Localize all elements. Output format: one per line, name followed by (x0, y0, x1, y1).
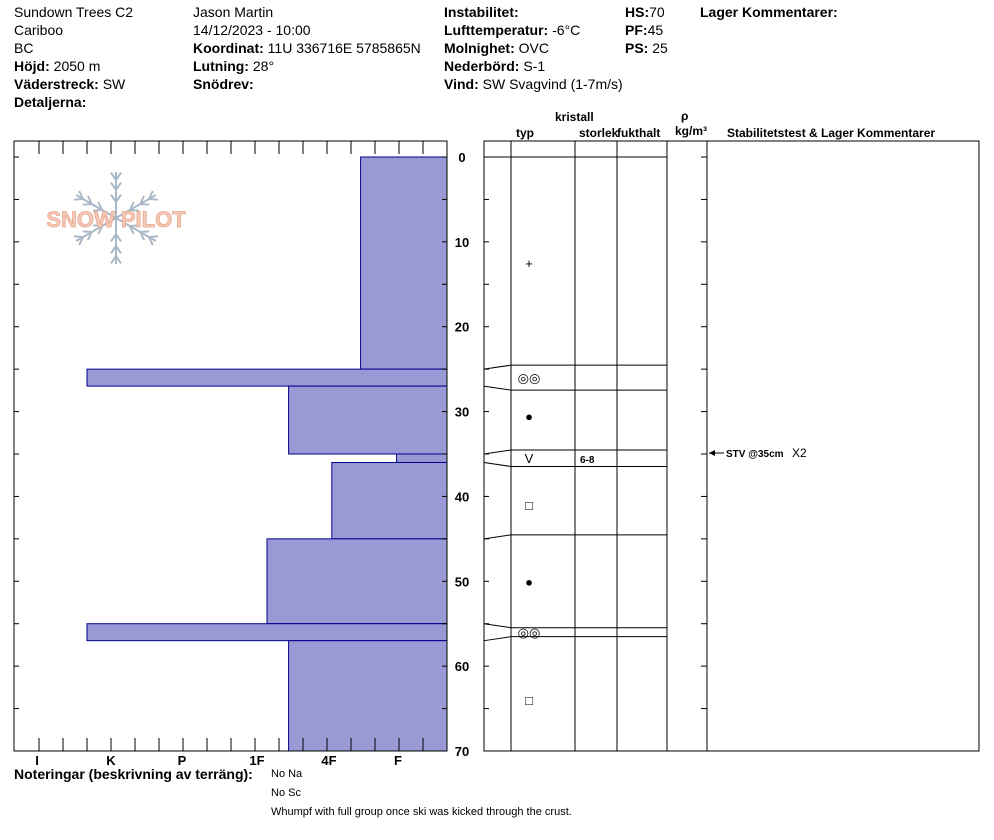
crystal-type-symbol: □ (525, 497, 533, 513)
flake-branch (149, 199, 158, 200)
depth-tick-label: 40 (454, 489, 470, 505)
coordinate-value: 11U 336716E 5785865N (267, 40, 421, 56)
moisture-header: fukthalt (617, 126, 661, 140)
flake-branch (74, 236, 83, 237)
airtemp-value: -6°C (552, 22, 581, 38)
cloud-label: Molnighet: (444, 40, 515, 56)
note-line-1: No Na (271, 768, 303, 780)
location-name: Sundown Trees C2 (14, 4, 134, 20)
hardness-tick-label: 4F (321, 753, 337, 768)
hs-label: HS: (625, 4, 650, 20)
flake-branch (83, 204, 92, 205)
stability-test-result: X2 (792, 446, 807, 460)
elevation-value: 2050 m (53, 58, 101, 74)
note-line-2: No Sc (271, 787, 301, 799)
elevation-label: Höjd: (14, 58, 50, 74)
boundary-connector (484, 365, 511, 369)
slope-value: 28° (252, 58, 275, 74)
hs-value: 70 (649, 4, 665, 20)
boundary-connector (484, 637, 511, 641)
wind-label: Vind: (444, 76, 479, 92)
slope-label: Lutning: (193, 58, 249, 74)
flake-branch (149, 236, 158, 237)
depth-tick-label: 50 (454, 574, 470, 590)
table-frame (484, 141, 979, 751)
size-header: storlek (579, 126, 619, 140)
airtemp-label: Lufttemperatur: (444, 22, 549, 38)
flake-branch (140, 204, 149, 205)
snow-pilot-logo (46, 172, 186, 264)
precip-value: S-1 (523, 58, 546, 74)
notes-label: Noteringar (beskrivning av terräng): (14, 766, 253, 782)
boundary-connector (484, 624, 511, 628)
pf-value: 45 (647, 22, 664, 38)
pf-label: PF: (625, 22, 648, 38)
crystal-header: kristall (555, 110, 594, 124)
instability-label: Instabilitet: (444, 4, 519, 20)
wind-value: SW Svagvind (1-7m/s) (482, 76, 623, 92)
depth-tick-label: 10 (454, 234, 470, 250)
hardness-bar (332, 462, 447, 538)
hardness-bar (267, 539, 447, 624)
details-label: Detaljerna: (14, 94, 87, 110)
density-unit-header: kg/m³ (675, 124, 708, 138)
crystal-type-symbol: + (525, 256, 533, 272)
crystal-type-symbol: V (524, 451, 534, 467)
hardness-tick-label: K (106, 753, 116, 768)
crystal-type-symbol: ● (525, 574, 533, 590)
aspect-label: Väderstreck: (14, 76, 99, 92)
flake-branch (74, 199, 83, 200)
type-header: typ (516, 126, 534, 140)
region: BC (14, 40, 34, 56)
depth-tick-label: 70 (454, 744, 470, 759)
hardness-tick-label: I (35, 753, 39, 768)
ps-label: PS: (625, 40, 649, 56)
observation-datetime: 14/12/2023 - 10:00 (193, 22, 311, 38)
coordinate-label: Koordinat: (193, 40, 264, 56)
hardness-bar (87, 624, 447, 641)
cloud-value: OVC (518, 40, 549, 56)
crystal-type-symbol: ◎◎ (517, 625, 541, 641)
layer-table (484, 141, 979, 751)
crystal-size-label: 6-8 (580, 455, 595, 467)
depth-tick-label: 0 (458, 150, 466, 165)
boundary-connector (484, 450, 511, 454)
hardness-plot (14, 141, 469, 768)
hardness-tick-label: P (177, 753, 187, 768)
hardness-bar (361, 157, 447, 369)
drift-label: Snödrev: (193, 76, 254, 92)
hardness-bar (87, 369, 447, 386)
mountain-range: Cariboo (14, 22, 64, 38)
depth-tick-label: 30 (454, 404, 470, 420)
boundary-connector (484, 386, 511, 390)
boundary-connector (484, 535, 511, 539)
depth-tick-label: 60 (454, 659, 470, 675)
observer-name: Jason Martin (193, 4, 274, 20)
depth-tick-label: 20 (454, 319, 470, 335)
hardness-tick-label: 1F (249, 753, 265, 768)
logo-text: SNOW PILOT (46, 207, 186, 232)
crystal-type-symbol: ● (525, 408, 533, 424)
boundary-connector (484, 462, 511, 466)
ps-value: 25 (652, 40, 668, 56)
hardness-tick-label: F (394, 753, 402, 768)
note-line-3: Whumpf with full group once ski was kicked through the crust. (271, 806, 572, 818)
hardness-bar (289, 386, 447, 454)
hardness-bar (289, 641, 447, 751)
precip-label: Nederbörd: (444, 58, 520, 74)
layer-comments-label: Lager Kommentarer: (700, 4, 838, 20)
test-arrow-head (709, 450, 715, 456)
aspect-value: SW (102, 76, 126, 92)
stability-test-label: STV @35cm (726, 449, 784, 460)
stability-header: Stabilitetstest & Lager Kommentarer (727, 126, 936, 140)
crystal-type-symbol: □ (525, 693, 533, 709)
crystal-type-symbol: ◎◎ (517, 370, 541, 386)
hardness-bar (397, 454, 447, 462)
density-rho-header: ρ (681, 109, 689, 123)
